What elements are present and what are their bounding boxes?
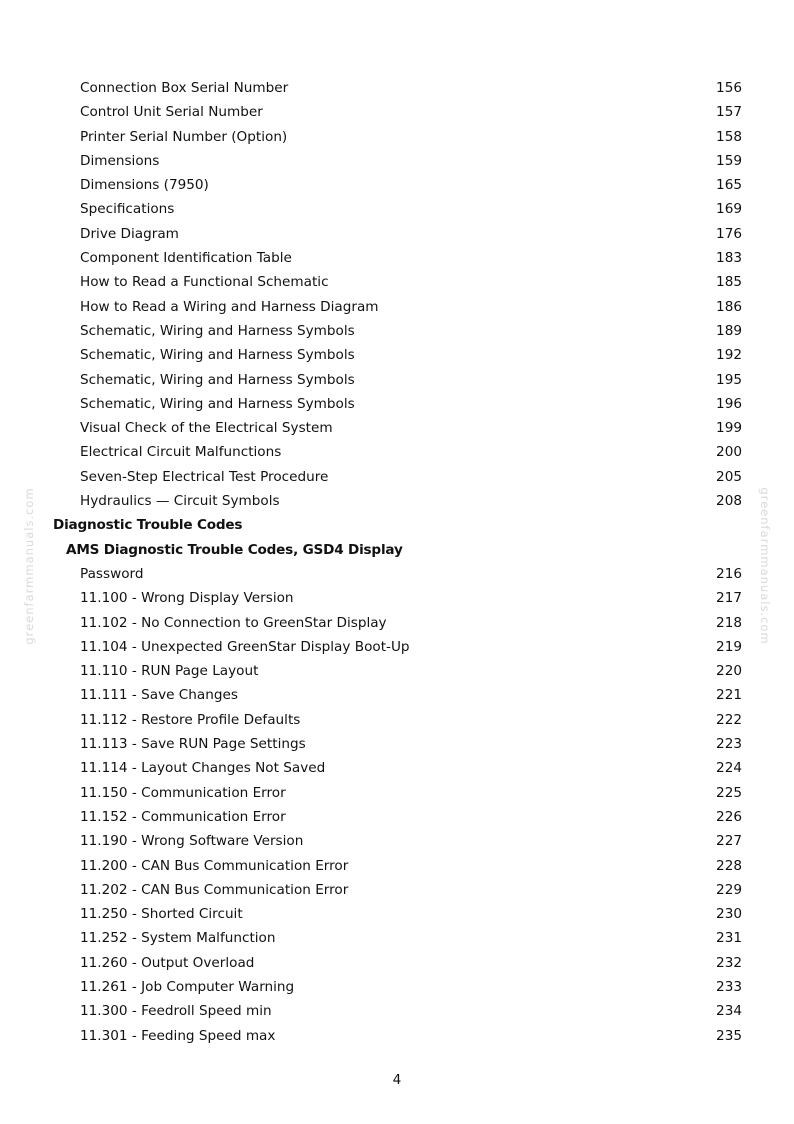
toc-entry-title: 11.300 - Feedroll Speed min	[80, 1003, 272, 1020]
table-of-contents	[0, 76, 794, 1048]
toc-entry[interactable]	[0, 829, 794, 853]
toc-entry-title: 11.104 - Unexpected GreenStar Display Boot-Up	[80, 638, 410, 655]
toc-entry-page-number: 235	[716, 1027, 742, 1044]
toc-entry[interactable]	[0, 246, 794, 270]
toc-entry[interactable]	[0, 319, 794, 343]
toc-entry[interactable]	[0, 270, 794, 294]
toc-entry-page-number: 195	[716, 371, 742, 388]
toc-entry[interactable]	[0, 416, 794, 440]
toc-entry-page-number: 223	[716, 736, 742, 753]
toc-entry-title: 11.150 - Communication Error	[80, 784, 286, 801]
toc-entry-page-number: 176	[716, 225, 742, 242]
toc-entry[interactable]	[0, 465, 794, 489]
toc-entry-page-number: 183	[716, 250, 742, 267]
toc-entry[interactable]	[0, 635, 794, 659]
toc-entry-page-number: 221	[716, 687, 742, 704]
toc-entry[interactable]	[0, 76, 794, 100]
toc-entry-page-number: 218	[716, 614, 742, 631]
toc-entry-page-number: 157	[716, 104, 742, 121]
toc-entry[interactable]	[0, 999, 794, 1023]
toc-entry-title: Schematic, Wiring and Harness Symbols	[80, 347, 355, 364]
toc-entry[interactable]	[0, 197, 794, 221]
toc-entry-title: 11.200 - CAN Bus Communication Error	[80, 857, 349, 874]
toc-entry-page-number: 205	[716, 468, 742, 485]
watermark-left: greenfarmmanuals.com	[22, 487, 36, 645]
toc-entry-title: AMS Diagnostic Trouble Codes, GSD4 Display	[66, 541, 403, 558]
toc-entry[interactable]	[0, 708, 794, 732]
toc-entry-title: 11.260 - Output Overload	[80, 954, 255, 971]
toc-entry-title: 11.250 - Shorted Circuit	[80, 906, 243, 923]
toc-entry[interactable]	[0, 878, 794, 902]
toc-entry-page-number: 216	[716, 565, 742, 582]
toc-entry-page-number: 231	[716, 930, 742, 947]
toc-entry[interactable]	[0, 173, 794, 197]
toc-entry-title: 11.114 - Layout Changes Not Saved	[80, 760, 326, 777]
toc-entry[interactable]	[0, 149, 794, 173]
toc-entry[interactable]	[0, 1024, 794, 1048]
toc-entry-page-number: 156	[716, 80, 742, 96]
toc-entry[interactable]	[0, 392, 794, 416]
toc-entry-title: Hydraulics — Circuit Symbols	[80, 493, 280, 510]
toc-entry[interactable]	[0, 805, 794, 829]
toc-entry-title: Dimensions	[80, 152, 160, 169]
toc-entry-page-number: 199	[716, 420, 742, 437]
toc-entry-page-number: 220	[716, 663, 742, 680]
toc-entry-page-number: 189	[716, 322, 742, 339]
toc-entry-page-number: 158	[716, 128, 742, 145]
toc-entry-page-number: 217	[716, 590, 742, 607]
toc-section-heading[interactable]	[0, 513, 794, 537]
toc-entry-page-number: 229	[716, 881, 742, 898]
toc-entry-page-number: 186	[716, 298, 742, 315]
toc-entry-page-number: 185	[716, 274, 742, 291]
toc-entry[interactable]	[0, 683, 794, 707]
toc-entry-title: Schematic, Wiring and Harness Symbols	[80, 371, 355, 388]
toc-entry[interactable]	[0, 659, 794, 683]
toc-entry-title: 11.102 - No Connection to GreenStar Display	[80, 614, 387, 631]
toc-entry[interactable]	[0, 902, 794, 926]
toc-entry-page-number: 230	[716, 906, 742, 923]
toc-entry[interactable]	[0, 125, 794, 149]
toc-entry[interactable]	[0, 951, 794, 975]
toc-entry-title: Seven-Step Electrical Test Procedure	[80, 468, 329, 485]
watermark-right: greenfarmmanuals.com	[758, 487, 772, 645]
toc-entry-title: 11.100 - Wrong Display Version	[80, 590, 294, 607]
toc-entry-title: 11.190 - Wrong Software Version	[80, 833, 304, 850]
toc-entry-title: Drive Diagram	[80, 225, 179, 242]
toc-entry-page-number: 226	[716, 808, 742, 825]
toc-entry[interactable]	[0, 368, 794, 392]
toc-entry-title: Specifications	[80, 201, 175, 218]
toc-entry-page-number: 169	[716, 201, 742, 218]
toc-entry-title: 11.112 - Restore Profile Defaults	[80, 711, 301, 728]
toc-entry-title: Password	[80, 565, 144, 582]
toc-entry[interactable]	[0, 854, 794, 878]
toc-entry-title: 11.261 - Job Computer Warning	[80, 978, 295, 995]
toc-entry-page-number: 234	[716, 1003, 742, 1020]
toc-entry-title: 11.301 - Feeding Speed max	[80, 1027, 276, 1044]
toc-entry-page-number: 192	[716, 347, 742, 364]
toc-entry-title: Component Identification Table	[80, 250, 292, 267]
toc-entry-page-number: 208	[716, 493, 742, 510]
toc-entry[interactable]	[0, 440, 794, 464]
toc-entry-title: Control Unit Serial Number	[80, 104, 263, 121]
toc-entry[interactable]	[0, 975, 794, 999]
toc-entry-page-number: 200	[716, 444, 742, 461]
toc-entry[interactable]	[0, 611, 794, 635]
toc-entry[interactable]	[0, 781, 794, 805]
toc-entry-page-number: 227	[716, 833, 742, 850]
page-number: 4	[392, 1072, 402, 1088]
toc-entry-title: How to Read a Functional Schematic	[80, 274, 329, 291]
toc-subsection-heading[interactable]	[0, 538, 794, 562]
toc-entry-title: Schematic, Wiring and Harness Symbols	[80, 322, 355, 339]
toc-entry-title: 11.202 - CAN Bus Communication Error	[80, 881, 349, 898]
toc-entry-page-number: 224	[716, 760, 742, 777]
toc-entry-title: Connection Box Serial Number	[80, 80, 289, 96]
toc-entry-title: Schematic, Wiring and Harness Symbols	[80, 395, 355, 412]
toc-entry-title: 11.110 - RUN Page Layout	[80, 663, 259, 680]
toc-entry[interactable]	[0, 586, 794, 610]
toc-entry[interactable]	[0, 926, 794, 950]
toc-entry-title: 11.252 - System Malfunction	[80, 930, 276, 947]
toc-entry-page-number: 159	[716, 152, 742, 169]
toc-entry-page-number: 165	[716, 177, 742, 194]
toc-entry[interactable]	[0, 562, 794, 586]
toc-entry-title: Diagnostic Trouble Codes	[53, 517, 243, 534]
toc-entry-page-number: 233	[716, 978, 742, 995]
toc-entry[interactable]	[0, 100, 794, 124]
toc-entry[interactable]	[0, 756, 794, 780]
toc-entry-page-number: 232	[716, 954, 742, 971]
toc-entry-page-number: 219	[716, 638, 742, 655]
toc-entry-page-number: 196	[716, 395, 742, 412]
toc-entry-title: 11.152 - Communication Error	[80, 808, 286, 825]
toc-entry-title: Printer Serial Number (Option)	[80, 128, 288, 145]
toc-entry-title: 11.111 - Save Changes	[80, 687, 238, 704]
toc-entry[interactable]	[0, 295, 794, 319]
toc-entry-title: 11.113 - Save RUN Page Settings	[80, 736, 306, 753]
toc-entry[interactable]	[0, 489, 794, 513]
toc-entry[interactable]	[0, 222, 794, 246]
toc-entry-title: Electrical Circuit Malfunctions	[80, 444, 282, 461]
toc-entry-title: Dimensions (7950)	[80, 177, 209, 194]
toc-entry[interactable]	[0, 732, 794, 756]
toc-entry-title: Visual Check of the Electrical System	[80, 420, 333, 437]
toc-entry-page-number: 228	[716, 857, 742, 874]
toc-entry-page-number: 222	[716, 711, 742, 728]
toc-entry[interactable]	[0, 343, 794, 367]
toc-entry-title: How to Read a Wiring and Harness Diagram	[80, 298, 379, 315]
toc-entry-page-number: 225	[716, 784, 742, 801]
